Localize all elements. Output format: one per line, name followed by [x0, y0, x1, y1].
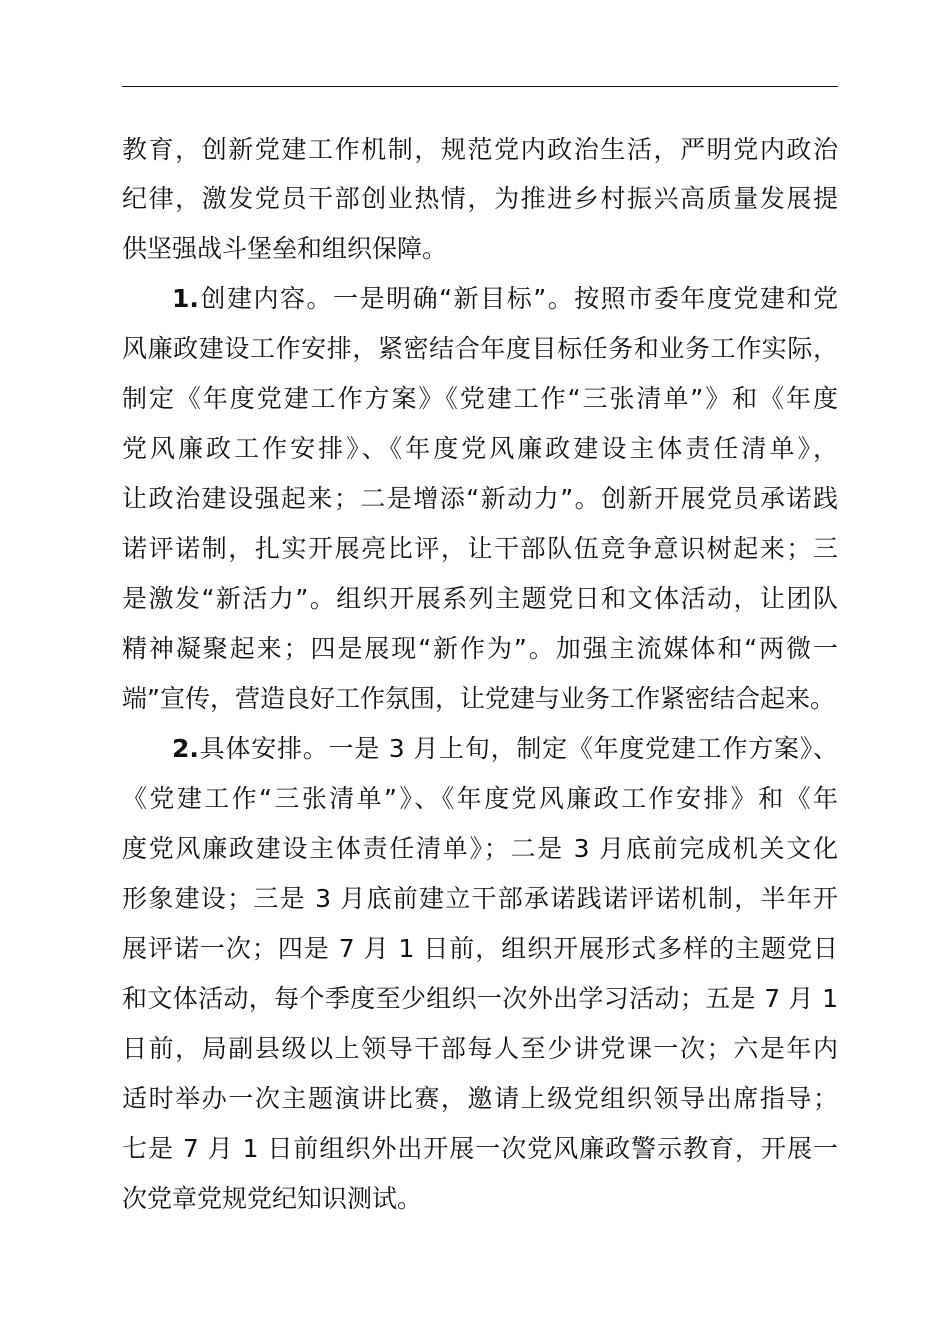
paragraph-line: 适时举办一次主题演讲比赛，邀请上级党组织领导出席指导； [122, 1084, 838, 1113]
paragraph-line: 度党风廉政建设主体责任清单》；二是 3 月底前完成机关文化 [122, 834, 838, 863]
paragraph-line: 制定《年度党建工作方案》《党建工作“三张清单”》和《年度 [122, 384, 838, 413]
paragraph-line: 《党建工作“三张清单”》、《年度党风廉政工作安排》和《年 [122, 784, 838, 813]
section-number: 1. [172, 284, 199, 313]
section-number: 2. [172, 734, 199, 763]
paragraph-line: 党风廉政工作安排》、《年度党风廉政建设主体责任清单》， [122, 434, 838, 463]
paragraph-line: 端”宣传，营造良好工作氛围，让党建与业务工作紧密结合起来。 [122, 684, 835, 713]
paragraph-line: 风廉政建设工作安排，紧密结合年度目标任务和业务工作实际， [122, 334, 838, 363]
paragraph-line: 诺评诺制，扎实开展亮比评，让干部队伍竞争意识树起来；三 [122, 534, 838, 563]
paragraph-line: 是激发“新活力”。组织开展系列主题党日和文体活动，让团队 [122, 584, 838, 613]
paragraph-line: 七是 7 月 1 日前组织外出开展一次党风廉政警示教育，开展一 [122, 1134, 838, 1163]
header-rule [122, 86, 838, 87]
paragraph-line: 次党章党规党纪知识测试。 [122, 1184, 423, 1213]
paragraph-line: 和文体活动，每个季度至少组织一次外出学习活动；五是 7 月 1 [122, 984, 838, 1013]
paragraph-line: 精神凝聚起来；四是展现“新作为”。加强主流媒体和“两微一 [122, 634, 838, 663]
paragraph-line: 展评诺一次；四是 7 月 1 日前，组织开展形式多样的主题党日 [122, 934, 838, 963]
paragraph-line: 让政治建设强起来；二是增添“新动力”。创新开展党员承诺践 [122, 484, 838, 513]
section-heading-text: 具体安排。一是 3 月上旬，制定《年度党建工作方案》、 [198, 734, 838, 763]
paragraph-line: 供坚强战斗堡垒和组织保障。 [122, 234, 448, 263]
section-2-first-line [172, 734, 838, 764]
paragraph-line: 教育，创新党建工作机制，规范党内政治生活，严明党内政治 [122, 135, 838, 164]
section-heading-text: 创建内容。一是明确“新目标”。按照市委年度党建和党 [198, 284, 838, 313]
paragraph-line: 日前，局副县级以上领导干部每人至少讲党课一次；六是年内 [122, 1034, 838, 1063]
paragraph-line: 形象建设；三是 3 月底前建立干部承诺践诺评诺机制，半年开 [122, 884, 838, 913]
paragraph-line: 纪律，激发党员干部创业热情，为推进乡村振兴高质量发展提 [122, 184, 838, 213]
section-1-first-line [172, 284, 838, 314]
